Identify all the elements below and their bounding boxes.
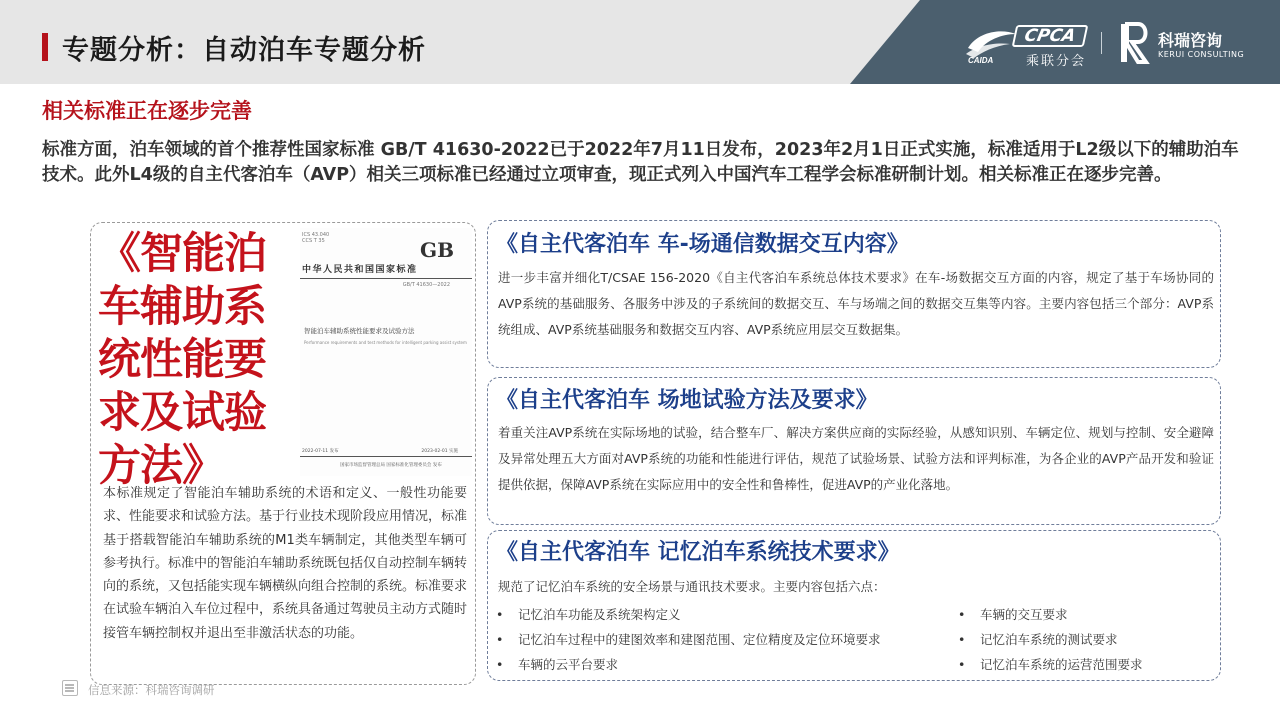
doc-issuer: 国家市场监督管理总局 国家标准化管理委员会 发布 (340, 463, 442, 468)
cpca-subtitle: 乘联分会 (1026, 54, 1087, 69)
doc-subtitle: Performance requirements and test methods for intelligent parking assist system (304, 340, 467, 345)
standard-box-1 (487, 220, 1221, 368)
box-intro: 规范了记忆泊车系统的安全场景与通讯技术要求。主要内容包括六点： (498, 579, 886, 594)
standard-document-cover (300, 228, 472, 476)
kerui-name: 科瑞咨询 (1158, 31, 1223, 50)
page-title: 专题分析：自动泊车专题分析 (62, 35, 426, 66)
logo-divider (1101, 32, 1102, 54)
standard-big-title: 《智能泊车辅助系统性能要求及试验方法》 (98, 229, 266, 491)
box-title: 《自主代客泊车 车-场通信数据交互内容》 (496, 232, 909, 257)
doc-bottom-rule (300, 456, 472, 457)
doc-national-standard: 中华人民共和国国家标准 (302, 265, 418, 275)
cpca-logo (964, 22, 1094, 69)
doc-ics-code: ICS 43.040 CCS T 35 (302, 232, 330, 244)
kerui-mark-icon (1118, 22, 1152, 64)
list-item: • 记忆泊车系统的运营范围要求 (958, 657, 1143, 672)
box-title: 《自主代客泊车 记忆泊车系统技术要求》 (496, 540, 900, 565)
box-title: 《自主代客泊车 场地试验方法及要求》 (496, 388, 878, 413)
doc-code: GB/T 41630—2022 (402, 282, 450, 288)
box-body: 着重关注AVP系统在实际场地的试验，结合整车厂、解决方案供应商的实际经验，从感知识别、车辆定位、规划与控制、安全避障及异常处理五大方面对AVP系统的功能和性能进行评估，规范了试验场景、试验方法和评判标准，为各企业的AVP产品开发和验证提供依据，保障AVP系统在实际应用中的安全性和鲁棒性，促进AVP的产业化落地。 (498, 425, 1214, 492)
list-item: • 车辆的云平台要求 (496, 657, 619, 672)
box-body: 进一步丰富并细化T/CSAE 156-2020《自主代客泊车系统总体技术要求》在车-场数据交互方面的内容，规定了基于车场协同的AVP系统的基础服务、各服务中涉及的子系统间的数据交互、车与场端之间的数据交互集等内容。主要内容包括三个部分：AVP系统组成、AVP系统基础服务和数据交互内容、AVP系统应用层交互数据集。 (498, 270, 1214, 337)
title-accent-bar (42, 33, 48, 61)
kerui-english: KERUI CONSULTING (1158, 50, 1245, 59)
source-note: 信息来源：科瑞咨询调研 (88, 683, 215, 697)
standard-box-2 (487, 377, 1221, 525)
doc-release-date: 2022-07-11 发布 (302, 449, 339, 454)
source-icon (62, 680, 78, 696)
doc-implement-date: 2023-02-01 实施 (421, 449, 458, 454)
svg-text:CAIDA: CAIDA (968, 56, 994, 64)
standard-box-3 (487, 530, 1221, 681)
doc-title: 智能泊车辅助系统性能要求及试验方法 (304, 327, 415, 335)
list-item: • 记忆泊车过程中的建图效率和建图范围、定位精度及定位环境要求 (496, 632, 881, 647)
doc-rule (300, 278, 472, 279)
list-item: • 记忆泊车系统的测试要求 (958, 632, 1118, 647)
intro-paragraph: 标准方面，泊车领域的首个推荐性国家标准 GB/T 41630-2022已于2022年7月11日发布，2023年2月1日正式实施，标准适用于L2级以下的辅助泊车技术。此外L4级的自主代客泊车（AVP）相关三项标准已经通过立项审查，现正式列入中国汽车工程学会标准研制计划。相关标准正在逐步完善。 (42, 140, 1239, 185)
section-heading: 相关标准正在逐步完善 (42, 99, 252, 123)
cpca-wordmark: CPCA (1012, 25, 1089, 47)
list-item: • 车辆的交互要求 (958, 607, 1068, 622)
kerui-logo (1118, 22, 1248, 66)
gb-mark: GB (420, 238, 454, 262)
list-item: • 记忆泊车功能及系统架构定义 (496, 607, 681, 622)
standard-description: 本标准规定了智能泊车辅助系统的术语和定义、一般性功能要求、性能要求和试验方法。基于行业技术现阶段应用情况，标准基于搭载智能泊车辅助系统的M1类车辆制定，其他类型车辆可参考执行。标准中的智能泊车辅助系统既包括仅自动控制车辆转向的系统，又包括能实现车辆横纵向组合控制的系统。标准要求在试验车辆泊入车位过程中，系统具备通过驾驶员主动方式随时接管车辆控制权并退出至非激活状态的功能。 (103, 486, 468, 641)
